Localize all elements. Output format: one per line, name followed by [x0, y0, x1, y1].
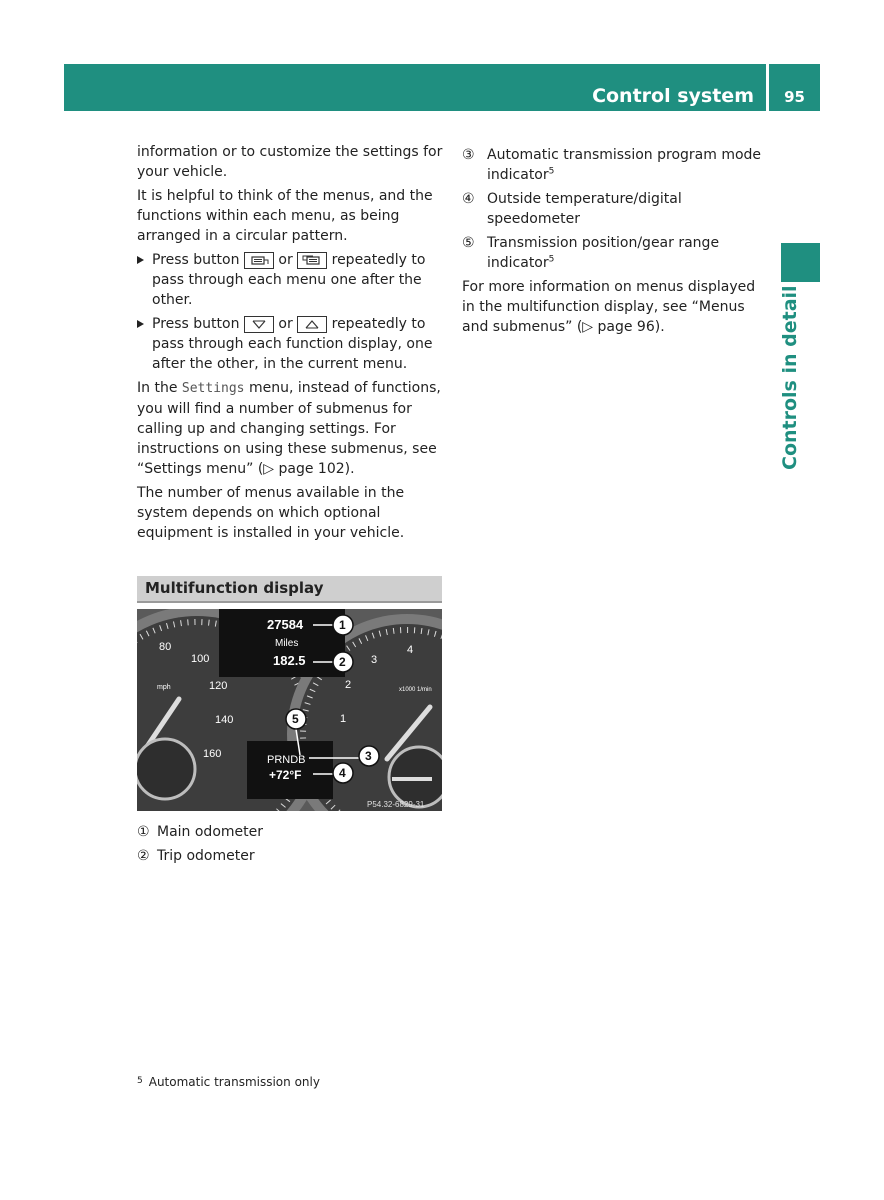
menu-next-button-icon [244, 252, 274, 269]
caption-item: ② Trip odometer [137, 848, 255, 864]
section-title: Multifunction display [145, 579, 324, 597]
svg-text:2: 2 [339, 655, 346, 669]
menu-previous-button-icon [297, 252, 327, 269]
callout-2 [333, 652, 353, 672]
callout-1 [333, 615, 353, 635]
list-item: ④ Outside temperature/digital speedometer [462, 191, 682, 227]
figure-code: P54.32-6829-31 [367, 800, 425, 809]
rpm-unit: x1000 1/min [399, 687, 432, 693]
speed-label: 140 [215, 714, 234, 726]
page-number: 95 [769, 64, 820, 111]
header-bar [64, 64, 766, 111]
paragraph: In the Settings menu, instead of functions, you will find a number of submenus for calling up and changing settings. For instructions on using these submenus, see “Settings menu” (▷ page 102). [137, 380, 441, 477]
footnote: $^5$ Automatic transmission only [137, 1075, 320, 1089]
trip-value: 182.5 [273, 653, 306, 668]
side-tab-marker [781, 243, 820, 282]
paragraph: The number of menus available in the system depends on which optional equipment is installed in your vehicle. [137, 485, 405, 541]
odometer-unit: Miles [275, 638, 299, 649]
bullet-triangle-icon [137, 320, 144, 328]
gear-indicator: PRNDB [267, 754, 306, 766]
figure-captions [137, 820, 263, 868]
list-item: ③ Automatic transmission program mode indicator$^5$ [462, 147, 762, 183]
scroll-down-button-icon [244, 316, 274, 333]
paragraph: It is helpful to think of the menus, and the functions within each menu, as being arranged in a circular pattern. [137, 188, 433, 244]
speed-unit: mph [157, 684, 171, 691]
instrument-cluster-figure [137, 609, 442, 811]
temperature-value: +72°F [269, 768, 302, 782]
rpm-label: 3 [371, 654, 378, 666]
scroll-up-button-icon [297, 316, 327, 333]
left-column [137, 142, 445, 547]
right-column [462, 145, 772, 341]
page-title: Control system [592, 85, 754, 107]
speed-label: 80 [159, 641, 172, 653]
svg-text:4: 4 [339, 766, 346, 780]
callout-4 [333, 763, 353, 783]
rpm-label: 1 [340, 713, 347, 725]
speed-label: 160 [203, 748, 222, 760]
section-header [137, 576, 442, 603]
callout-3 [359, 746, 379, 766]
bullet-item: Press button or repeatedly to pass through each menu one after the other. [137, 250, 445, 310]
paragraph: For more information on menus displayed in the multifunction display, see “Menus and submenus” (▷ page 96). [462, 279, 756, 335]
bullet-triangle-icon [137, 256, 144, 264]
paragraph: information or to customize the settings for your vehicle. [137, 144, 443, 180]
list-item: ⑤ Transmission position/gear range indicator$^5$ [462, 235, 720, 271]
rpm-label: 2 [345, 679, 352, 691]
svg-text:1: 1 [339, 618, 346, 632]
callout-5 [286, 709, 306, 729]
odometer-value: 27584 [267, 617, 304, 632]
svg-text:5: 5 [292, 712, 299, 726]
speed-label: 120 [209, 680, 228, 692]
svg-text:3: 3 [365, 749, 372, 763]
speed-label: 100 [191, 653, 210, 665]
side-tab-label: Controls in detail [779, 285, 801, 470]
settings-menu-name: Settings [181, 381, 245, 396]
caption-item: ① Main odometer [137, 824, 263, 840]
rpm-label: 4 [407, 644, 414, 656]
bullet-item: Press button or repeatedly to pass through each function display, one after the other, in the current menu. [137, 314, 445, 374]
